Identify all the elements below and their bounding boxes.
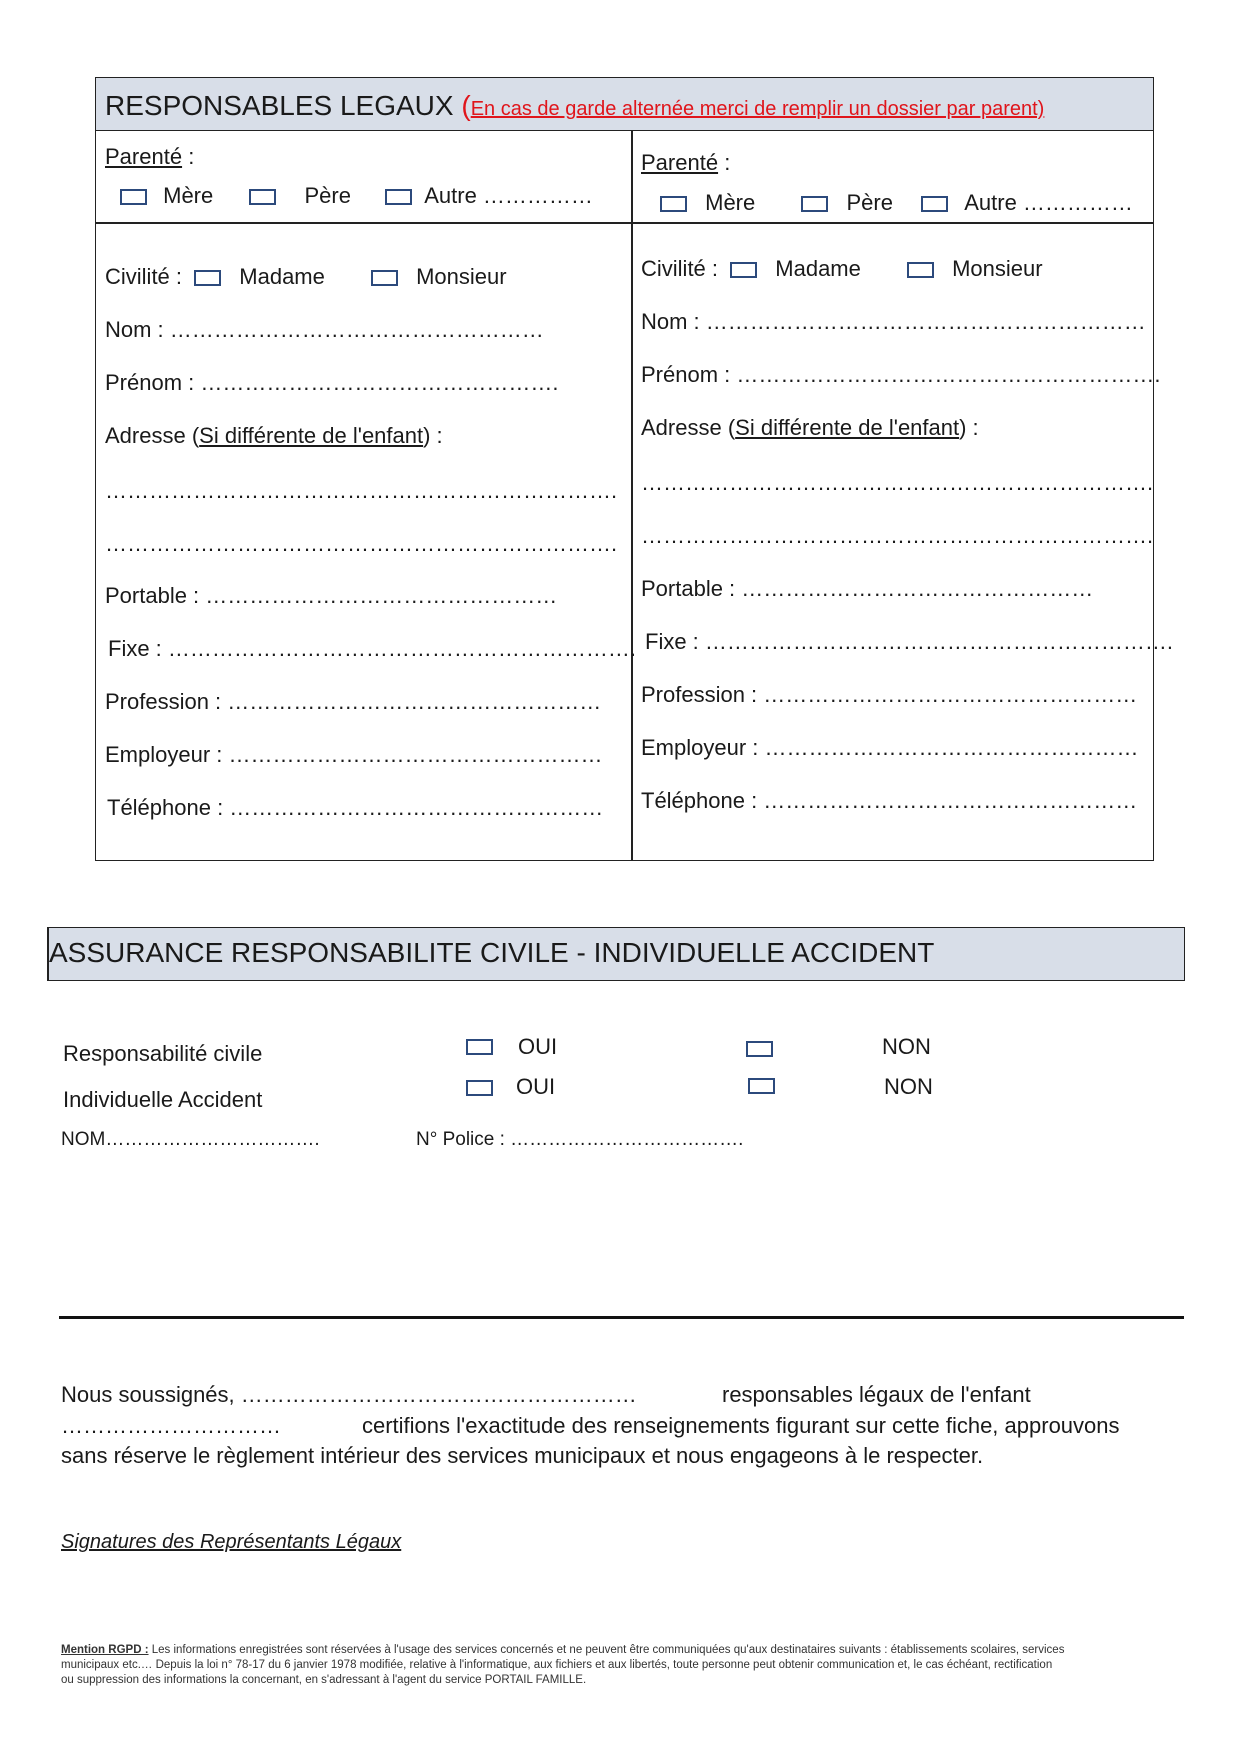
profession-field-right[interactable]: Profession : …………………………………………… [641,682,1138,707]
ia-label: Individuelle Accident [63,1087,263,1112]
adresse-label-right: Adresse (Si différente de l'enfant) : [641,415,979,440]
checkbox-mere-right[interactable] [660,196,687,212]
adresse-line1-left[interactable]: ……………………………………………………………. [105,478,618,503]
telephone-field-right[interactable]: Téléphone : …………………………………………… [641,788,1138,813]
prenom-field-right[interactable]: Prénom : …………………………………………………. [641,362,1161,387]
checkbox-rc-oui[interactable] [466,1039,493,1055]
fixe-field-left[interactable]: Fixe : ………………………………………………………. [108,636,637,661]
signatures-label: Signatures des Représentants Légaux [61,1531,402,1553]
insurance-nom-field[interactable]: NOM……………………………. [61,1129,320,1150]
legal-title: RESPONSABLES LEGAUX (En cas de garde alternée merci de remplir un dossier par parent) [105,90,1045,121]
portable-field-left[interactable]: Portable : ………………………………………… [105,583,558,608]
parente-right: Parenté : [641,150,731,175]
nom-field-left[interactable]: Nom : …………………………………………… [105,317,544,342]
declaration-line3: sans réserve le règlement intérieur des services municipaux et nous engageons à le respecter. [61,1443,984,1468]
rgpd-line3: ou suppression des informations la concernant, en s'adressant à l'agent du service PORTAIL FAMILLE. [61,1674,587,1686]
checkbox-madame-right[interactable] [730,262,757,278]
insurance-title: ASSURANCE RESPONSABILITE CIVILE - INDIVIDUELLE ACCIDENT [49,937,935,968]
checkbox-ia-oui[interactable] [466,1080,493,1096]
rgpd-label: Mention RGPD : [61,1644,149,1656]
adresse-line2-left[interactable]: ……………………………………………………………. [105,531,618,556]
parente-options-right: Mère Père Autre …………… [660,190,1133,216]
checkbox-pere-left[interactable] [249,189,276,205]
ia-non-label: NON [884,1074,933,1099]
employeur-field-left[interactable]: Employeur : …………………………………………… [105,742,603,767]
ia-oui-label: OUI [516,1074,556,1099]
section-separator [59,1316,1184,1319]
fixe-field-right[interactable]: Fixe : ………………………………………………………. [645,629,1174,654]
telephone-field-left[interactable]: Téléphone : …………………………………………… [107,795,604,820]
declaration-line2b: certifions l'exactitude des renseignements figurant sur cette fiche, approuvons [362,1413,1120,1438]
profession-field-left[interactable]: Profession : …………………………………………… [105,689,602,714]
checkbox-mere-left[interactable] [120,189,147,205]
parente-options-left: Mère Père Autre …………… [120,183,593,209]
adresse-line2-right[interactable]: ……………………………………………………………. [641,523,1154,548]
rc-label: Responsabilité civile [63,1041,263,1066]
portable-field-right[interactable]: Portable : ………………………………………… [641,576,1094,601]
checkbox-monsieur-right[interactable] [907,262,934,278]
parente-left: Parenté : [105,144,195,169]
horizontal-divider [96,222,1153,224]
checkbox-monsieur-left[interactable] [371,270,398,286]
garde-alternee-note: En cas de garde alternée merci de remplir un dossier par parent) [470,98,1045,120]
civilite-left: Civilité : Madame Monsieur [105,264,507,289]
prenom-field-left[interactable]: Prénom : …………………………………………. [105,370,559,395]
legal-title-text: RESPONSABLES LEGAUX [105,90,454,121]
checkbox-autre-left[interactable] [385,189,412,205]
checkbox-autre-right[interactable] [921,196,948,212]
nom-field-right[interactable]: Nom : …………………………………………………… [641,309,1146,334]
employeur-field-right[interactable]: Employeur : …………………………………………… [641,735,1139,760]
checkbox-madame-left[interactable] [194,270,221,286]
checkbox-pere-right[interactable] [801,196,828,212]
declaration-line1a[interactable]: Nous soussignés, ……………………………………………… [61,1382,637,1407]
insurance-police-field[interactable]: N° Police : ………………………………. [416,1129,744,1150]
checkbox-rc-non[interactable] [746,1041,773,1057]
checkbox-ia-non[interactable] [748,1078,775,1094]
rc-non-label: NON [882,1034,931,1059]
adresse-line1-right[interactable]: ……………………………………………………………. [641,470,1154,495]
vertical-divider [631,131,633,861]
declaration-line1b: responsables légaux de l'enfant [722,1382,1031,1407]
declaration-line2a[interactable]: ………………………… [61,1413,281,1438]
rc-oui-label: OUI [518,1034,558,1059]
civilite-right: Civilité : Madame Monsieur [641,256,1043,281]
rgpd-line2: municipaux etc.… Depuis la loi n° 78-17 du 6 janvier 1978 modifiée, relative à l'informatique, aux fichiers et aux libertés, toute personne peut obtenir communication et, le cas échéant, rectification [61,1659,1053,1671]
adresse-label-left: Adresse (Si différente de l'enfant) : [105,423,443,448]
